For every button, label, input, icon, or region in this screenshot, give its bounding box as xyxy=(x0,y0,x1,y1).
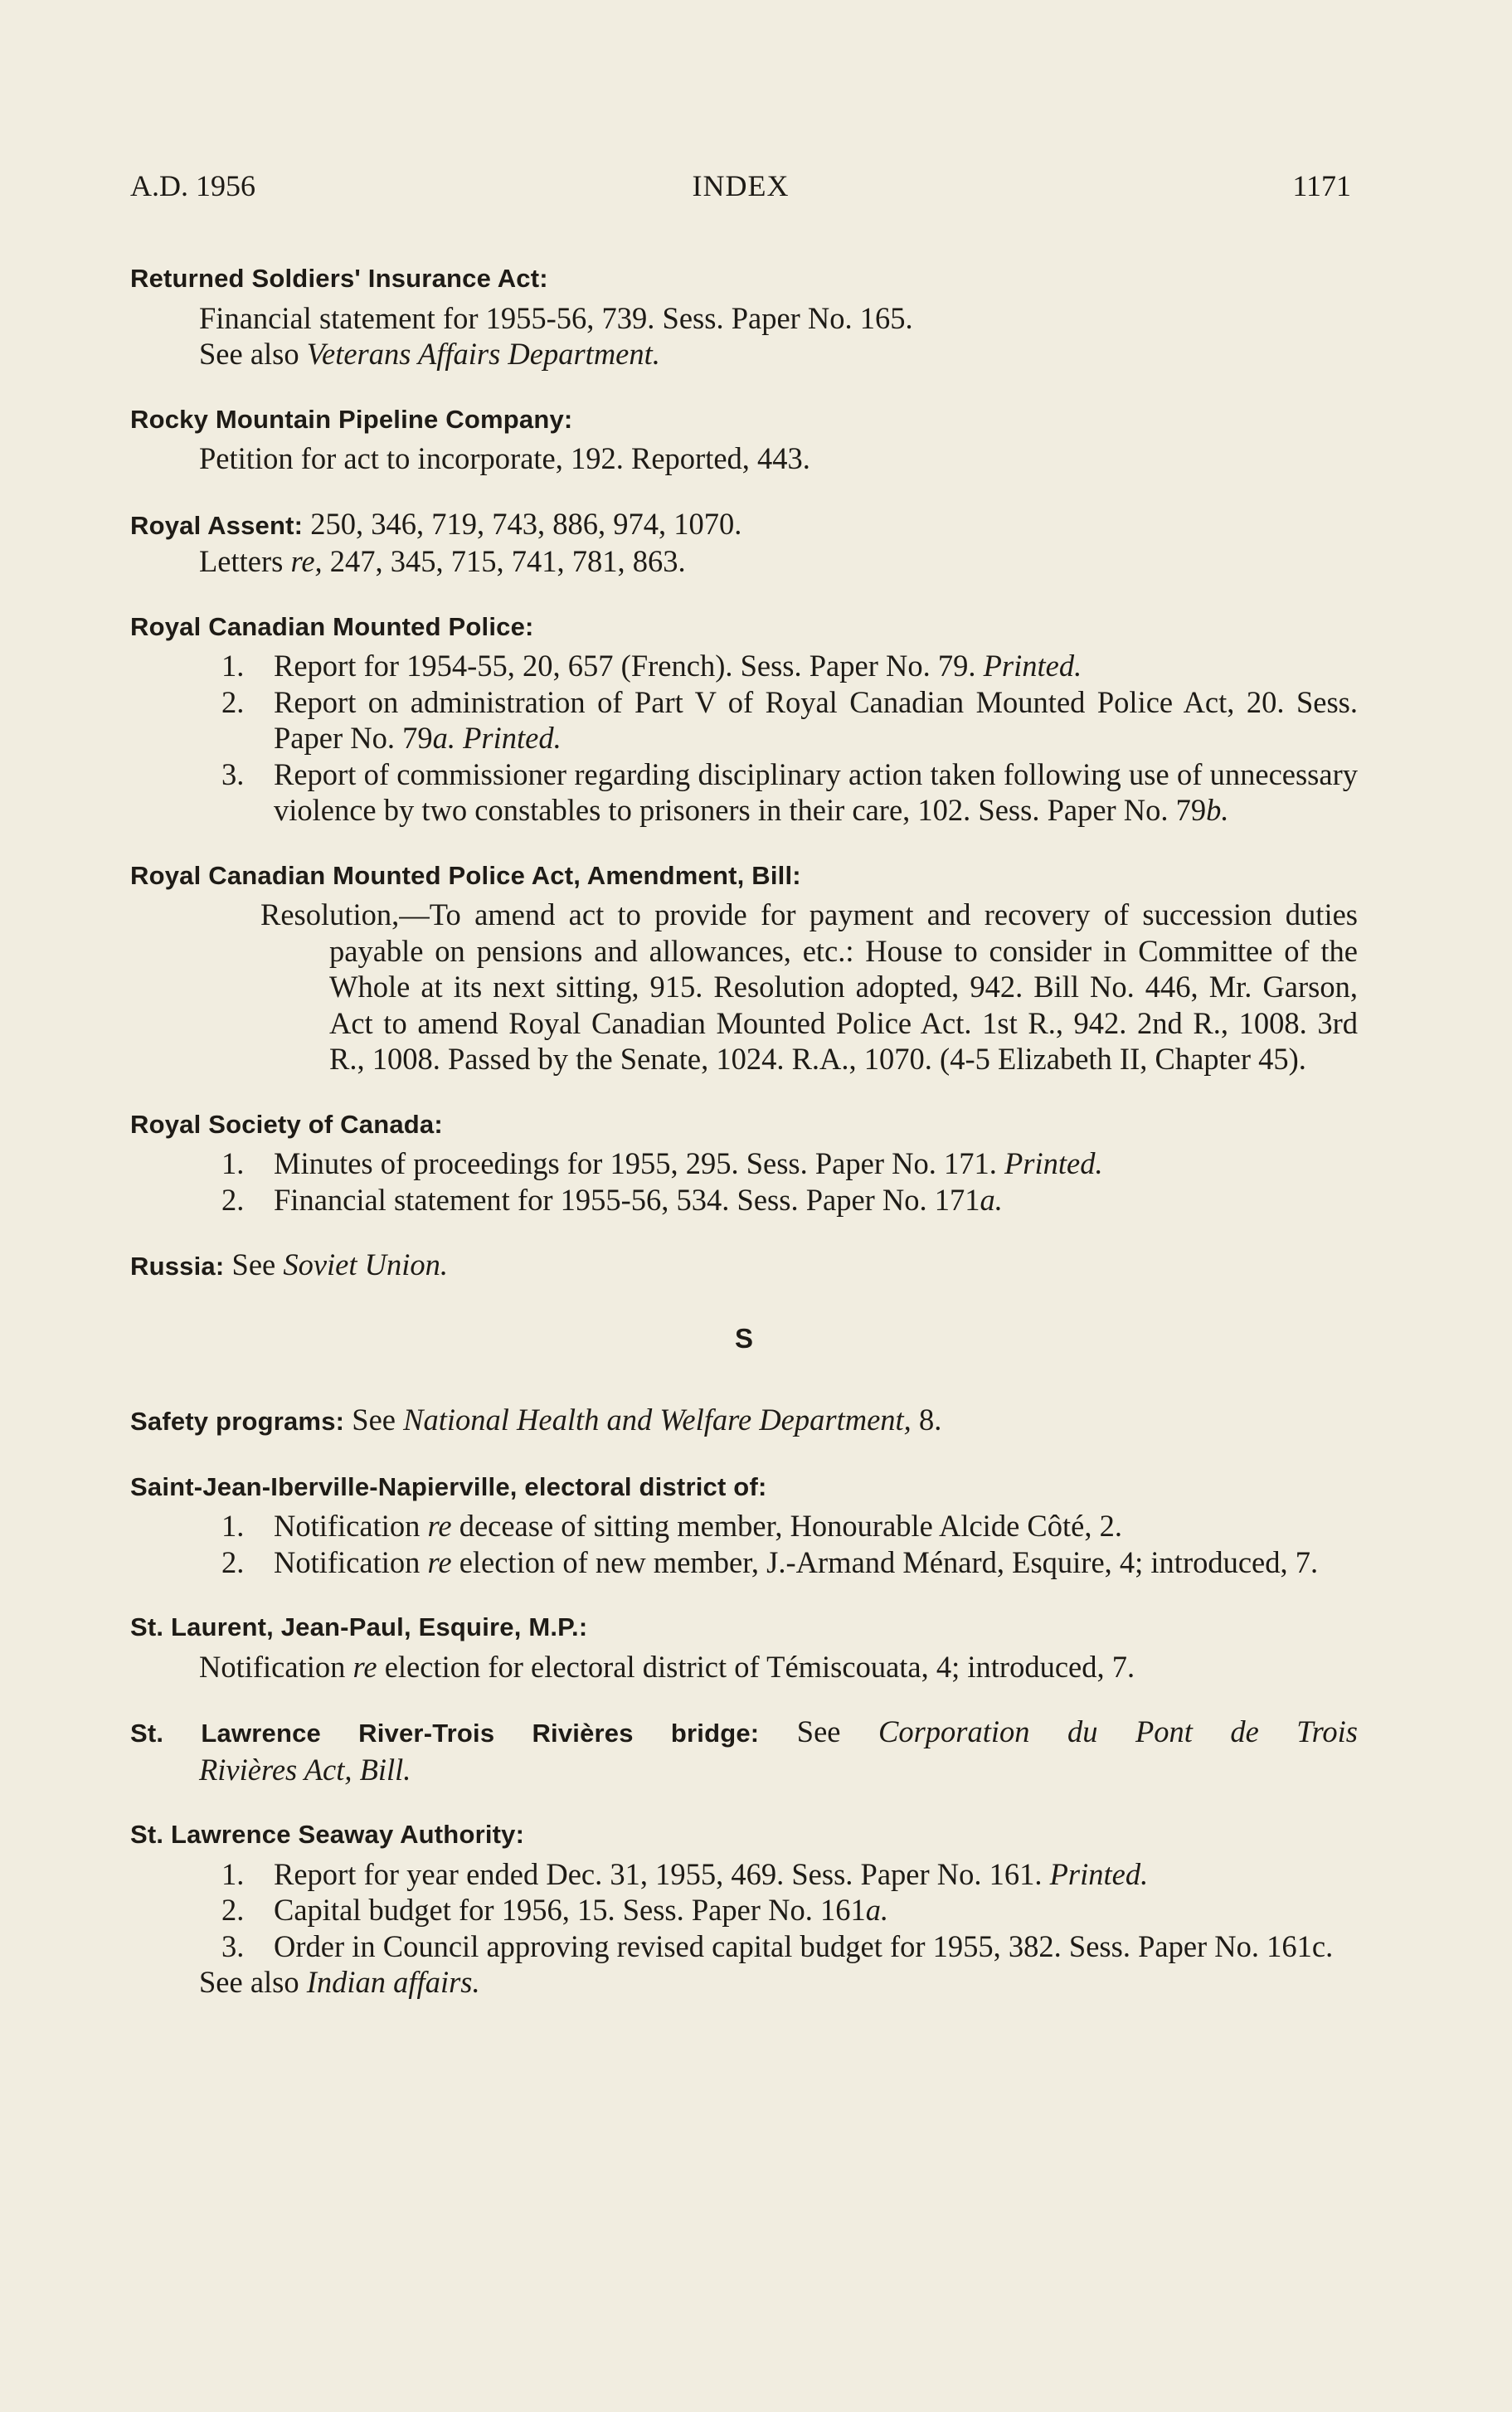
item-text xyxy=(274,1928,1358,1965)
entry-royal-assent xyxy=(130,506,1358,580)
entry-heading: Royal Assent: xyxy=(130,510,304,540)
item-body-rest: election of new member, J.-Armand Ménard, Esquire, 4; introduced, 7. xyxy=(451,1544,1319,1579)
header-page-number: 1171 xyxy=(1292,169,1351,202)
entry-royal-society xyxy=(130,1106,1358,1218)
entry-rcmp xyxy=(130,609,1358,829)
text-pages: 247, 345, 715, 741, 781, 863. xyxy=(322,544,686,578)
entry-saint-jean xyxy=(130,1469,1358,1581)
item-number: 2. xyxy=(221,1893,245,1927)
item-printed: Printed. xyxy=(983,649,1082,683)
entry-rcmp-act xyxy=(130,858,1358,1077)
item-printed: Printed. xyxy=(1004,1146,1103,1180)
entry-heading: St. Lawrence River-Trois Rivières bridge: xyxy=(130,1719,760,1748)
item-suffix: a. xyxy=(980,1182,1003,1217)
list-item xyxy=(130,1928,1358,1965)
item-number: 2. xyxy=(221,684,245,719)
index-content xyxy=(130,260,1358,2030)
see-also-text: See also xyxy=(199,1965,307,1999)
text-re: re, xyxy=(290,544,323,578)
entry-paragraph: Resolution,—To amend act to provide for payment and recovery of succession duties payable on pensions and allowances, etc.: House to consider in Committee of the Whole at its next sitting, 915. Resolution adopted, 942. Bill No. 446, Mr. Garson, Act to amend Royal Canadian Mounted Police Act. 1st R., 942. 2nd R., 1008. 3rd R., 1008. Passed by the Senate, 1024. R.A., 1070. (4-5 Elizabeth II, Chapter 45). xyxy=(260,897,1358,1076)
see-ref: Soviet Union. xyxy=(283,1247,449,1281)
item-body: Report for 1954-55, 20, 657 (French). Sess. Paper No. 79. xyxy=(274,649,984,683)
entry-inline-pages: 250, 346, 719, 743, 886, 974, 1070. xyxy=(303,506,742,541)
entry-rocky-mountain xyxy=(130,401,1358,477)
entry-heading: Returned Soldiers' Insurance Act: xyxy=(130,264,548,293)
text-re: re xyxy=(352,1649,377,1684)
see-also-ref: Indian affairs. xyxy=(306,1965,480,1999)
entry-line: Financial statement for 1955-56, 739. Sess. Paper No. 165. xyxy=(199,300,913,335)
entry-line xyxy=(130,1649,1358,1685)
see-ref: Corporation du Pont de Trois xyxy=(878,1714,1359,1748)
item-body: Notification xyxy=(274,1544,428,1579)
entry-heading: St. Lawrence Seaway Authority: xyxy=(130,1820,525,1849)
item-printed: Printed. xyxy=(1049,1856,1149,1891)
see-text: See xyxy=(759,1714,878,1748)
item-text xyxy=(274,1892,1358,1928)
entry-heading: Saint-Jean-Iberville-Napierville, electoral district of: xyxy=(130,1471,767,1501)
item-body-rest: decease of sitting member, Honourable Alcide Côté, 2. xyxy=(451,1509,1122,1543)
item-body: Minutes of proceedings for 1955, 295. Sess. Paper No. 171. xyxy=(274,1146,1004,1180)
entry-safety-programs xyxy=(130,1402,1358,1440)
see-text: See xyxy=(224,1247,284,1281)
entry-heading: Russia: xyxy=(130,1252,225,1281)
entry-continuation xyxy=(130,1752,1358,1788)
see-also-text: See also xyxy=(199,337,307,371)
item-text xyxy=(274,1508,1358,1544)
item-text xyxy=(274,1182,1358,1218)
entry-heading: Safety programs: xyxy=(130,1407,345,1436)
item-body: Capital budget for 1956, 15. Sess. Paper No. 161 xyxy=(274,1893,866,1927)
list-item xyxy=(130,756,1358,829)
item-body: Report on administration of Part V of Royal Canadian Mounted Police Act, 20. Sess. Paper No. 79 xyxy=(274,684,1358,755)
item-re: re xyxy=(427,1544,452,1579)
list-item xyxy=(130,1892,1358,1928)
item-suffix: b. xyxy=(1206,793,1229,827)
item-re: re xyxy=(427,1509,452,1543)
item-number: 3. xyxy=(221,756,245,791)
item-text xyxy=(274,1145,1358,1182)
text-rest: election for electoral district of Témiscouata, 4; introduced, 7. xyxy=(377,1649,1135,1684)
entry-russia xyxy=(130,1247,1358,1285)
entry-st-lawrence-bridge xyxy=(130,1714,1358,1787)
item-body: Notification xyxy=(274,1509,428,1543)
item-text xyxy=(274,1856,1358,1893)
entry-heading-line xyxy=(130,1714,1358,1752)
list-item xyxy=(130,1508,1358,1544)
header-title: INDEX xyxy=(692,169,790,202)
item-body: Report of commissioner regarding disciplinary action taken following use of unnecessary violence by two constables to prisoners in their care, 102. Sess. Paper No. 79 xyxy=(274,756,1358,827)
page-header xyxy=(130,168,1351,212)
see-text: See xyxy=(344,1403,404,1437)
list-item xyxy=(130,1182,1358,1218)
entry-heading-line xyxy=(130,506,1358,544)
item-number: 1. xyxy=(221,1856,245,1891)
item-text xyxy=(274,684,1358,756)
entry-returned-soldiers xyxy=(130,260,1358,372)
entry-heading: Royal Society of Canada: xyxy=(130,1109,443,1139)
item-number: 1. xyxy=(221,1509,245,1543)
list-item xyxy=(130,648,1358,684)
entry-see-also xyxy=(130,1964,1358,2001)
item-text xyxy=(274,756,1358,829)
list-item xyxy=(130,1145,1358,1182)
list-item xyxy=(130,1544,1358,1581)
item-number: 2. xyxy=(221,1544,245,1579)
item-text xyxy=(274,1544,1358,1581)
item-body: Financial statement for 1955-56, 534. Sess. Paper No. 171 xyxy=(274,1182,980,1217)
entry-heading: St. Laurent, Jean-Paul, Esquire, M.P.: xyxy=(130,1612,588,1641)
item-text xyxy=(274,648,1358,684)
item-suffix: a. xyxy=(432,721,455,755)
entry-line xyxy=(130,543,1358,580)
text-a: Letters xyxy=(199,544,291,578)
item-number: 1. xyxy=(221,649,245,683)
see-ref: National Health and Welfare Department, xyxy=(403,1403,912,1437)
item-printed: Printed. xyxy=(455,721,562,755)
item-number: 2. xyxy=(221,1182,245,1217)
text-a: Notification xyxy=(199,1649,353,1684)
entry-line: Petition for act to incorporate, 192. Reported, 443. xyxy=(199,441,810,475)
see-ref-continued: Rivières Act, Bill. xyxy=(199,1752,411,1787)
entry-see-also xyxy=(130,336,1358,372)
entry-heading: Royal Canadian Mounted Police: xyxy=(130,611,534,641)
list-item xyxy=(130,684,1358,756)
item-number: 1. xyxy=(221,1146,245,1180)
entry-heading: Rocky Mountain Pipeline Company: xyxy=(130,404,573,434)
entry-st-laurent xyxy=(130,1609,1358,1685)
section-letter: S xyxy=(734,1322,753,1354)
page-ref: 8. xyxy=(911,1403,942,1437)
see-also-ref: Veterans Affairs Department. xyxy=(306,337,660,371)
item-number: 3. xyxy=(221,1928,245,1963)
entry-heading: Royal Canadian Mounted Police Act, Amendment, Bill: xyxy=(130,860,801,890)
item-body: Order in Council approving revised capital budget for 1955, 382. Sess. Paper No. 161c. xyxy=(274,1928,1334,1963)
item-body: Report for year ended Dec. 31, 1955, 469. Sess. Paper No. 161. xyxy=(274,1856,1050,1891)
header-year: A.D. 1956 xyxy=(130,169,255,202)
item-suffix: a. xyxy=(865,1893,889,1927)
list-item xyxy=(130,1856,1358,1893)
entry-seaway-authority xyxy=(130,1816,1358,2001)
